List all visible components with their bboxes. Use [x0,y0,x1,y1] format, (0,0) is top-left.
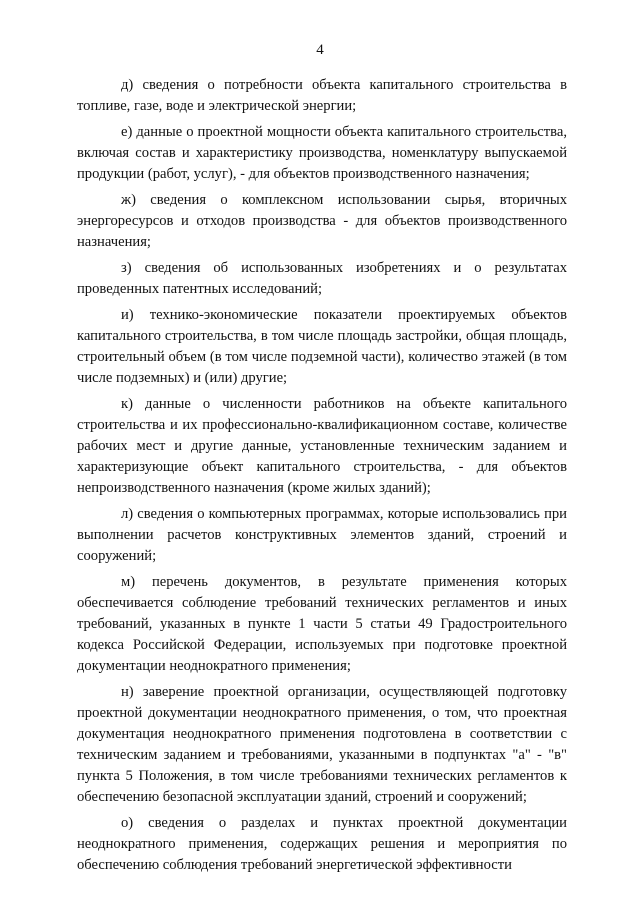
paragraph-i: и) технико-экономические показатели проектируемых объектов капитального строительства, в том числе площадь застройки, общая площадь, строительный объем (в том числе подземной части), количество этажей (в том числе подземных) и (или) другие; [77,307,567,386]
paragraph-k: к) данные о численности работников на объекте капитального строительства и их профессионально-квалификационном составе, количестве рабочих мест и другие данные, установленные техническим заданием и характеризующие объект капитального строительства, - для объектов непроизводственного назначения (кроме жилых зданий); [77,396,567,496]
paragraph-n: н) заверение проектной организации, осуществляющей подготовку проектной документации неоднократного применения, о том, что проектная документация неоднократного применения подготовлена в соответствии с техническим заданием и требованиями, указанными в подпунктах "а" - "в" пункта 5 Положения, в том числе требованиями технических регламентов к обеспечению безопасной эксплуатации зданий, строений и сооружений; [77,684,567,805]
paragraph-m: м) перечень документов, в результате применения которых обеспечивается соблюдение требований технических регламентов и иных требований, указанных в пункте 1 части 5 статьи 49 Градостроительного кодекса Российской Федерации, используемых при подготовке проектной документации неоднократного применения; [77,574,567,674]
page-number: 4 [316,42,324,58]
paragraph-zh: ж) сведения о комплексном использовании сырья, вторичных энергоресурсов и отходов производства - для объектов производственного назначения; [77,192,567,250]
paragraph-d: д) сведения о потребности объекта капитального строительства в топливе, газе, воде и электрической энергии; [77,77,567,114]
paragraph-z: з) сведения об использованных изобретениях и о результатах проведенных патентных исследований; [77,260,567,297]
paragraph-e: е) данные о проектной мощности объекта капитального строительства, включая состав и характеристику производства, номенклатуру выпускаемой продукции (работ, услуг), - для объектов производственного назначения; [77,124,567,182]
paragraph-l: л) сведения о компьютерных программах, которые использовались при выполнении расчетов конструктивных элементов зданий, строений и сооружений; [77,506,567,564]
paragraph-o: о) сведения о разделах и пунктах проектной документации неоднократного применения, содержащих решения и мероприятия по обеспечению соблюдения требований энергетической эффективности [77,815,567,873]
document-body [77,75,567,881]
